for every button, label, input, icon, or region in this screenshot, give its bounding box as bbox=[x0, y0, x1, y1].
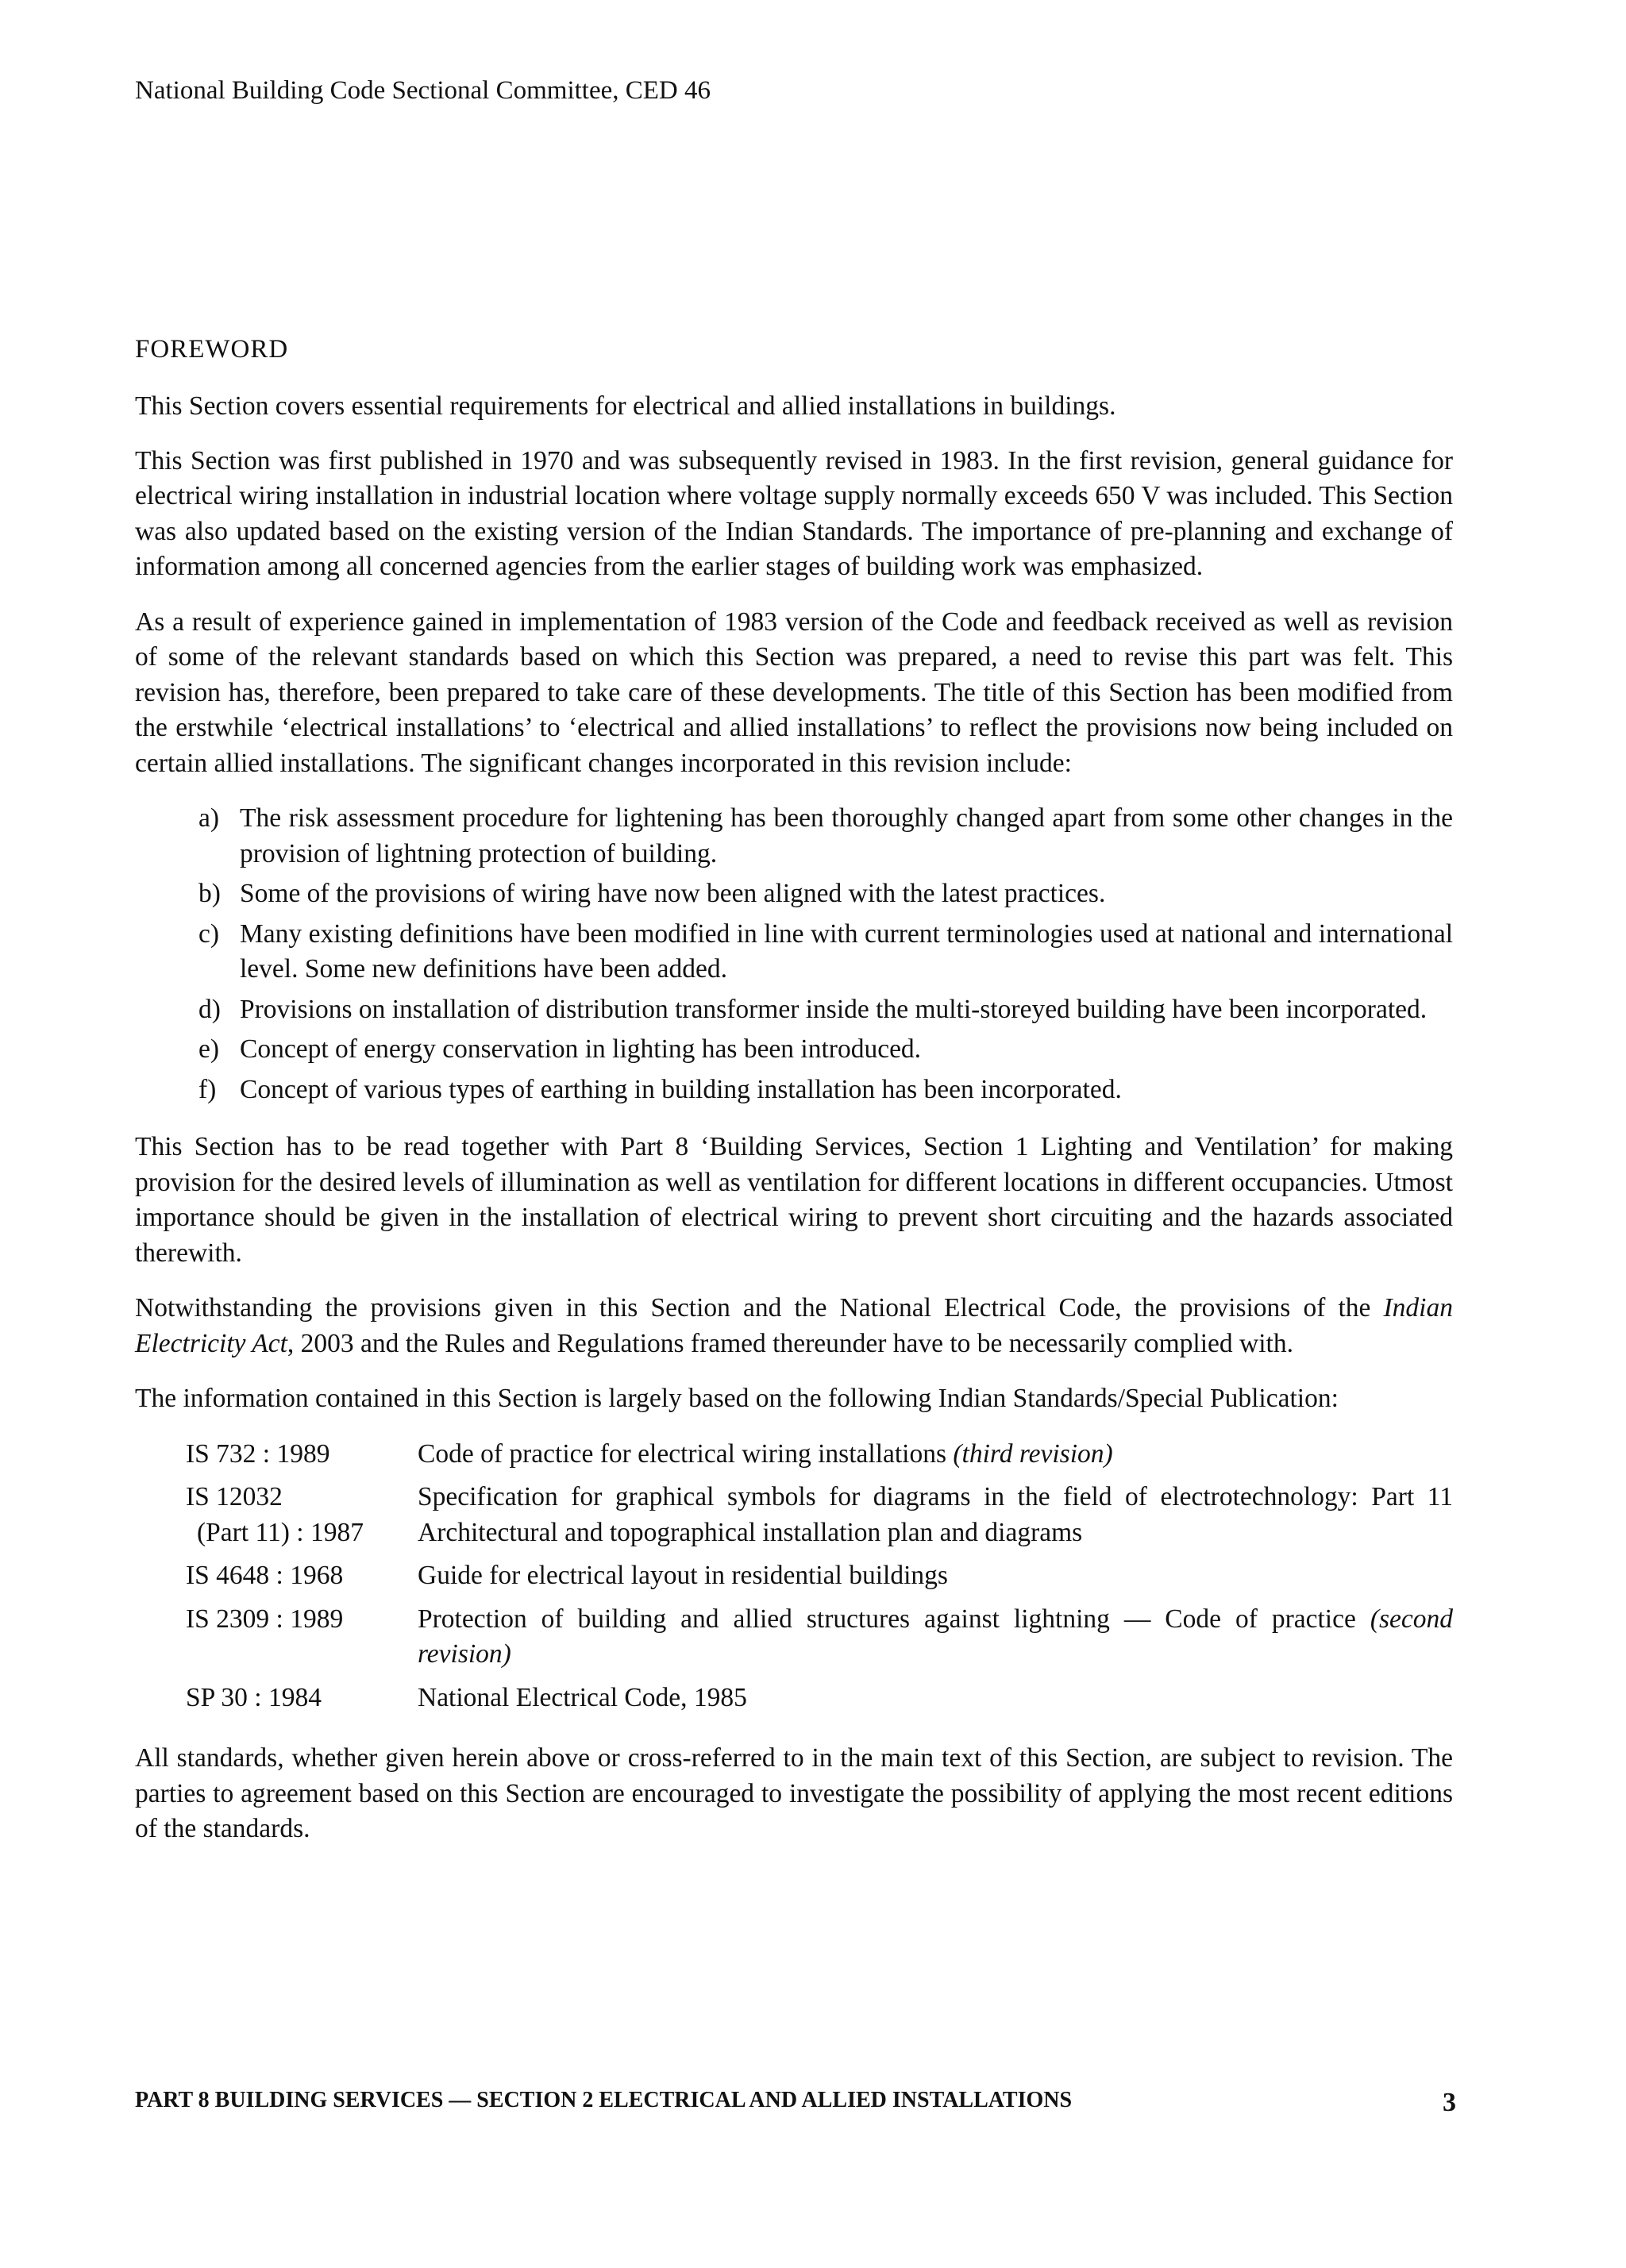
table-row bbox=[186, 1558, 1453, 1602]
list-item bbox=[135, 876, 1453, 912]
list-item-marker: b) bbox=[198, 879, 221, 908]
standard-number: IS 12032 (Part 11) : 1987 bbox=[186, 1480, 418, 1558]
standard-number: IS 2309 : 1989 bbox=[186, 1604, 344, 1634]
page-number: 3 bbox=[1443, 2088, 1456, 2117]
table-row bbox=[186, 1437, 1453, 1481]
list-item-text: The risk assessment procedure for lightening has been thoroughly changed apart from some other changes in the provision of lightning protection of building. bbox=[240, 803, 1453, 868]
list-item-marker: f) bbox=[198, 1074, 217, 1104]
standard-note: (third revision) bbox=[953, 1438, 1113, 1469]
standard-title: Guide for electrical layout in residential buildings bbox=[418, 1561, 948, 1590]
standards-table bbox=[186, 1437, 1453, 1724]
committee-header: National Building Code Sectional Committee, CED 46 bbox=[135, 76, 711, 105]
act-title: Indian Electricity Act bbox=[135, 1293, 1453, 1358]
list-item-marker: c) bbox=[198, 918, 220, 949]
list-item-text: Many existing definitions have been modified in line with current terminologies used at national and international level. Some new definitions have been added. bbox=[240, 918, 1453, 984]
foreword-body bbox=[135, 389, 1453, 1867]
list-item bbox=[135, 917, 1453, 988]
list-item bbox=[135, 1032, 1453, 1068]
list-item bbox=[135, 992, 1453, 1028]
standard-title: Code of practice for electrical wiring installations (third revision) bbox=[418, 1438, 1113, 1469]
list-item-text: Some of the provisions of wiring have now been aligned with the latest practices. bbox=[240, 879, 1106, 908]
list-item-text: Concept of energy conservation in lighting has been introduced. bbox=[240, 1034, 922, 1064]
list-item-marker: e) bbox=[198, 1034, 220, 1064]
standard-title: Protection of building and allied structures against lightning — Code of practice (second revision) bbox=[418, 1604, 1453, 1669]
standard-number: SP 30 : 1984 bbox=[186, 1682, 322, 1712]
foreword-heading: FOREWORD bbox=[135, 335, 289, 364]
running-title: PART 8 BUILDING SERVICES — SECTION 2 ELECTRICAL AND ALLIED INSTALLATIONS bbox=[135, 2088, 1073, 2112]
standard-note: (second revision) bbox=[418, 1604, 1453, 1669]
paragraph-revision: As a result of experience gained in implementation of 1983 version of the Code and feedback received as well as revision of some of the relevant standards based on which this Section was prepared, a need to revise this part was felt. This revision has, therefore, been prepared to take care of these developments. The title of this Section has been modified from the erstwhile ‘electrical installations’ to ‘electrical and allied installations’ to reflect the provisions now being included on certain allied installations. The significant changes incorporated in this revision include: bbox=[135, 606, 1453, 778]
paragraph-revision-note: All standards, whether given herein above or cross-referred to in the main text of this Section, are subject to revision. The parties to agreement based on this Section are encouraged to investigate the possibility of applying the most recent editions of the standards. bbox=[135, 1743, 1453, 1843]
standard-number: IS 4648 : 1968 bbox=[186, 1561, 344, 1590]
changes-list bbox=[135, 801, 1453, 1107]
list-item-text: Provisions on installation of distribution transformer inside the multi-storeyed building have been incorporated. bbox=[240, 994, 1428, 1024]
standard-title: Specification for graphical symbols for diagrams in the field of electrotechnology: Part 11 Architectural and topographical installation plan and diagrams bbox=[418, 1482, 1453, 1547]
table-row bbox=[186, 1602, 1453, 1681]
list-item bbox=[135, 1072, 1453, 1108]
list-item-text: Concept of various types of earthing in building installation has been incorporated. bbox=[240, 1074, 1122, 1104]
table-row bbox=[186, 1681, 1453, 1724]
paragraph-read-together: This Section has to be read together with Part 8 ‘Building Services, Section 1 Lighting and Ventilation’ for making provision for the desired levels of illumination as well as ventilation for different locations in different occupancies. Utmost importance should be given in the installation of electrical wiring to prevent short circuiting and the hazards associated therewith. bbox=[135, 1132, 1453, 1268]
act-text-after: , 2003 and the Rules and Regulations framed thereunder have to be necessarily complied with. bbox=[287, 1328, 1293, 1358]
standard-number-part: (Part 11) : 1987 bbox=[197, 1517, 364, 1547]
list-item-marker: d) bbox=[198, 994, 221, 1024]
page-footer bbox=[135, 2088, 1456, 2118]
standard-number: IS 732 : 1989 bbox=[186, 1438, 330, 1469]
list-item-marker: a) bbox=[198, 803, 220, 833]
paragraph-history: This Section was first published in 1970 and was subsequently revised in 1983. In the first revision, general guidance for electrical wiring installation in industrial location where voltage supply normally exceeds 650 V was included. This Section was also updated based on the existing version of the Indian Standards. The importance of pre-planning and exchange of information among all concerned agencies from the earlier stages of building work was emphasized. bbox=[135, 445, 1453, 581]
list-item bbox=[135, 801, 1453, 872]
table-row bbox=[186, 1480, 1453, 1558]
act-text-before: Notwithstanding the provisions given in this Section and the National Electrical Code, the provisions of the bbox=[135, 1293, 1384, 1323]
paragraph-electricity-act bbox=[135, 1291, 1453, 1361]
standard-title: National Electrical Code, 1985 bbox=[418, 1682, 747, 1712]
paragraph-standards-intro: The information contained in this Section is largely based on the following Indian Standards/Special Publication: bbox=[135, 1384, 1339, 1413]
paragraph-scope: This Section covers essential requirements for electrical and allied installations in buildings. bbox=[135, 391, 1116, 421]
